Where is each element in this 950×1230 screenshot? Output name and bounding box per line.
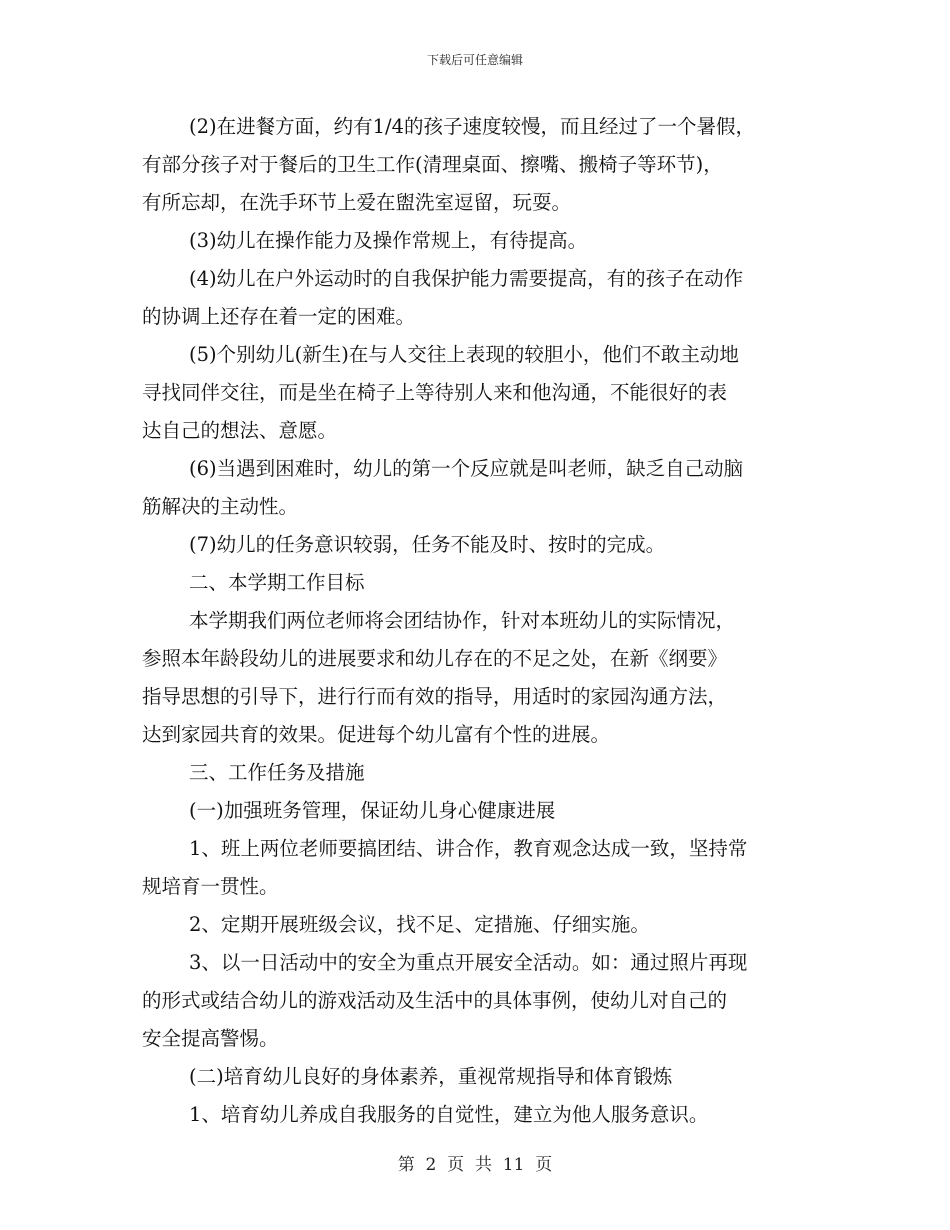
paragraph-line: (6)当遇到困难时，幼儿的第一个反应就是叫老师，缺乏自己动脑 [189,457,744,480]
paragraph-line: (7)幼儿的任务意识较弱，任务不能及时、按时的完成。 [189,533,666,556]
paragraph-line: 3、以一日活动中的安全为重点开展安全活动。如：通过照片再现 [189,951,748,974]
paragraph-line: 达到家园共育的效果。促进每个幼儿富有个性的进展。 [142,723,611,746]
paragraph-line: 的形式或结合幼儿的游戏活动及生活中的具体事例，使幼儿对自己的 [142,989,728,1012]
paragraph-line: 指导思想的引导下，进行行而有效的指导，用适时的家园沟通方法， [142,685,728,708]
page-number-footer: 第 2 页 共 11 页 [397,1155,553,1175]
page-header: 下载后可任意编辑 [426,53,523,67]
paragraph-line: 有部分孩子对于餐后的卫生工作(清理桌面、擦嘴、搬椅子等环节)， [142,153,723,176]
paragraph-line: (5)个别幼儿(新生)在与人交往上表现的较胆小，他们不敢主动地 [189,343,739,366]
subsection-heading: (二)培育幼儿良好的身体素养，重视常规指导和体育锻炼 [189,1065,673,1088]
paragraph-line: 1、班上两位老师要搞团结、讲合作，教育观念达成一致，坚持常 [189,837,748,860]
paragraph-line: 有所忘却，在洗手环节上爱在盥洗室逗留，玩耍。 [142,191,572,214]
document-body [142,108,832,1134]
paragraph-line: 1、培育幼儿养成自我服务的自觉性，建立为他人服务意识。 [189,1103,709,1126]
paragraph-line: 本学期我们两位老师将会团结协作，针对本班幼儿的实际情况， [189,609,736,632]
paragraph-line: 参照本年龄段幼儿的进展要求和幼儿存在的不足之处，在新《纲要》 [142,647,728,670]
paragraph-line: 的协调上还存在着一定的困难。 [142,305,416,328]
section-heading: 二、本学期工作目标 [189,571,365,594]
paragraph-line: (4)幼儿在户外运动时的自我保护能力需要提高，有的孩子在动作 [189,267,744,290]
section-heading: 三、工作任务及措施 [189,761,365,784]
paragraph-line: 2、定期开展班级会议，找不足、定措施、仔细实施。 [189,913,650,936]
paragraph-line: 达自己的想法、意愿。 [142,419,338,442]
paragraph-line: 筋解决的主动性。 [142,495,299,518]
paragraph-line: 寻找同伴交往，而是坐在椅子上等待别人来和他沟通，不能很好的表 [142,381,728,404]
paragraph-line: (3)幼儿在操作能力及操作常规上，有待提高。 [189,229,588,252]
paragraph-line: (2)在进餐方面，约有1/4的孩子速度较慢，而且经过了一个暑假， [189,115,756,138]
subsection-heading: (一)加强班务管理，保证幼儿身心健康进展 [189,799,556,822]
paragraph-line: 规培育一贯性。 [142,875,279,898]
paragraph-line: 安全提高警惕。 [142,1027,279,1050]
